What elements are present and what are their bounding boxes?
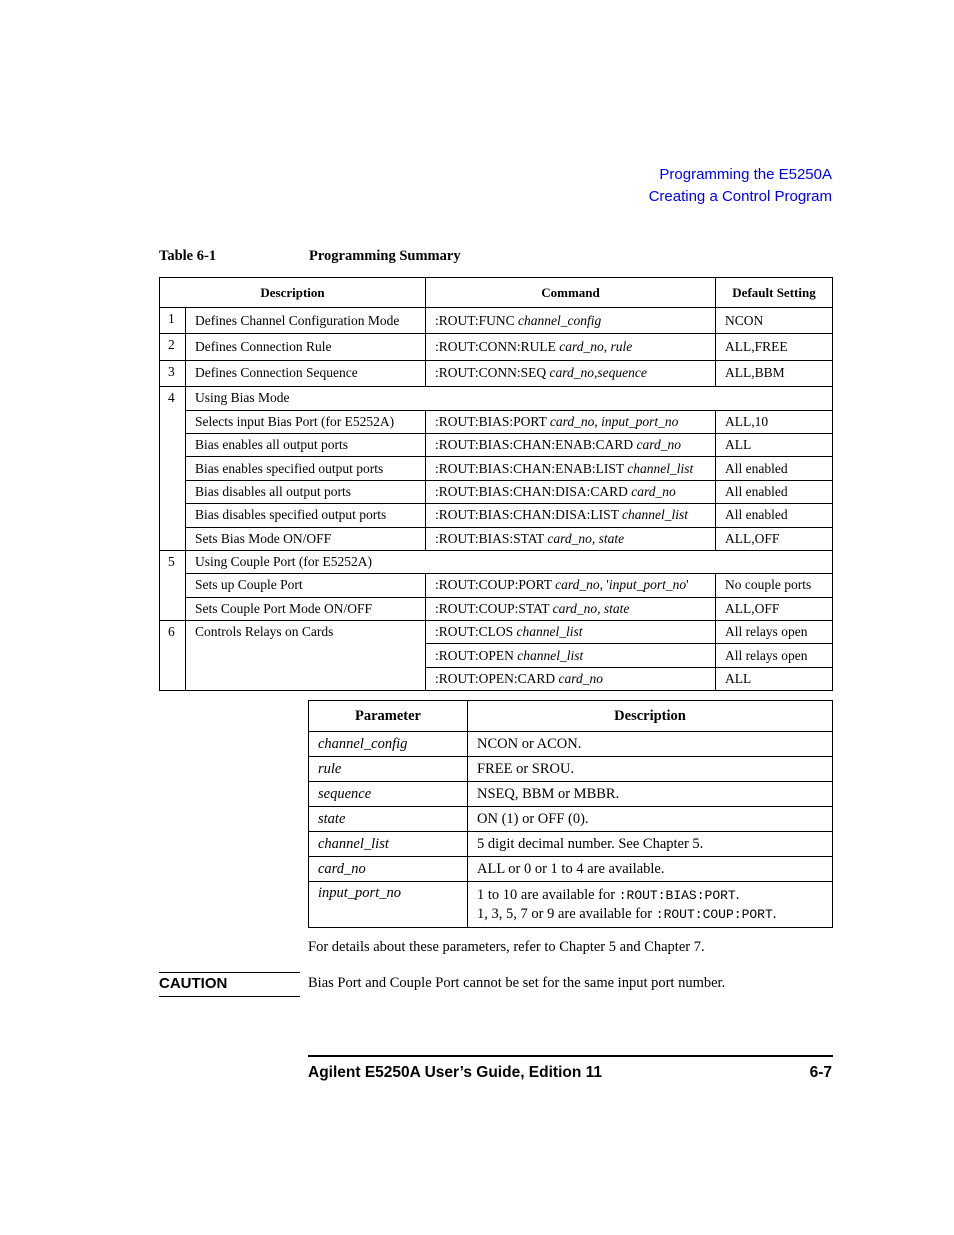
running-header-section: Creating a Control Program [648,188,832,205]
row-description: Defines Connection Sequence [186,360,426,386]
table-row [160,308,833,334]
param-name: state [309,807,468,832]
table-row [309,782,833,807]
parameter-table [308,700,833,928]
param-name: input_port_no [309,882,468,928]
col-header-command: Command [426,278,716,308]
param-description: ON (1) or OFF (0). [468,807,833,832]
row-default: All enabled [716,457,833,480]
param-description: 5 digit decimal number. See Chapter 5. [468,832,833,857]
row-group-heading: Using Couple Port (for E5252A) [186,550,833,573]
param-description: FREE or SROU. [468,757,833,782]
row-description: Defines Connection Rule [186,334,426,360]
col-header-description: Description [468,701,833,732]
param-description: ALL or 0 or 1 to 4 are available. [468,857,833,882]
table-row [309,807,833,832]
row-default: No couple ports [716,574,833,597]
footer-title: Agilent E5250A User’s Guide, Edition 11 [308,1064,603,1081]
caution-bottom-rule [159,996,300,997]
row-description: Bias disables all output ports [186,480,426,503]
caution-top-rule [159,972,300,973]
row-command: :ROUT:BIAS:STAT card_no, state [426,527,716,550]
table-row [309,882,833,928]
table-title: Programming Summary [309,248,461,264]
param-description: NCON or ACON. [468,732,833,757]
running-header-chapter: Programming the E5250A [659,166,832,183]
table-row [160,597,833,620]
table-row [160,334,833,360]
programming-summary-table [159,277,833,691]
row-command: :ROUT:OPEN channel_list [426,644,716,667]
row-command: :ROUT:BIAS:CHAN:ENAB:CARD card_no [426,433,716,456]
row-number: 3 [160,360,186,386]
row-number: 2 [160,334,186,360]
row-default: All relays open [716,644,833,667]
row-command: :ROUT:BIAS:CHAN:DISA:LIST channel_list [426,504,716,527]
table-row [160,504,833,527]
row-default: ALL [716,433,833,456]
table-header-row [160,278,833,308]
row-command: :ROUT:CONN:RULE card_no, rule [426,334,716,360]
table-row [160,387,833,410]
row-default: ALL [716,667,833,690]
row-command: :ROUT:BIAS:PORT card_no, input_port_no [426,410,716,433]
row-number: 6 [160,621,186,691]
table-row [160,360,833,386]
table-row [309,857,833,882]
param-name: channel_config [309,732,468,757]
row-default: All relays open [716,621,833,644]
row-description: Sets Couple Port Mode ON/OFF [186,597,426,620]
row-command: :ROUT:CLOS channel_list [426,621,716,644]
details-note: For details about these parameters, refer to Chapter 5 and Chapter 7. [308,939,705,955]
row-command: :ROUT:BIAS:CHAN:DISA:CARD card_no [426,480,716,503]
table-number: Table 6-1 [159,248,217,264]
table-row [160,410,833,433]
row-description: Selects input Bias Port (for E5252A) [186,410,426,433]
row-description: Controls Relays on Cards [186,621,426,691]
param-description: 1 to 10 are available for :ROUT:BIAS:PORT. 1, 3, 5, 7 or 9 are available for :ROUT:COUP:PORT. [468,882,833,928]
row-default: ALL,FREE [716,334,833,360]
row-command: :ROUT:BIAS:CHAN:ENAB:LIST channel_list [426,457,716,480]
row-command: :ROUT:FUNC channel_config [426,308,716,334]
row-command: :ROUT:CONN:SEQ card_no,sequence [426,360,716,386]
row-default: All enabled [716,504,833,527]
table-row [309,832,833,857]
row-command: :ROUT:COUP:PORT card_no, 'input_port_no' [426,574,716,597]
param-name: rule [309,757,468,782]
table-row [160,621,833,644]
row-description: Bias disables specified output ports [186,504,426,527]
footer-rule [308,1055,833,1057]
row-description: Bias enables specified output ports [186,457,426,480]
table-row [160,550,833,573]
row-number: 4 [160,387,186,551]
table-row [160,574,833,597]
row-number: 5 [160,550,186,620]
row-default: All enabled [716,480,833,503]
col-header-parameter: Parameter [309,701,468,732]
table-header-row [309,701,833,732]
row-default: ALL,OFF [716,597,833,620]
param-name: sequence [309,782,468,807]
row-description: Defines Channel Configuration Mode [186,308,426,334]
row-command: :ROUT:COUP:STAT card_no, state [426,597,716,620]
row-description: Sets Bias Mode ON/OFF [186,527,426,550]
col-header-default: Default Setting [716,278,833,308]
row-command: :ROUT:OPEN:CARD card_no [426,667,716,690]
table-row [160,433,833,456]
row-number: 1 [160,308,186,334]
caution-label: CAUTION [159,975,228,992]
table-row [309,732,833,757]
row-description: Sets up Couple Port [186,574,426,597]
param-description: NSEQ, BBM or MBBR. [468,782,833,807]
row-default: ALL,10 [716,410,833,433]
row-description: Bias enables all output ports [186,433,426,456]
row-default: NCON [716,308,833,334]
table-row [160,480,833,503]
param-name: card_no [309,857,468,882]
table-row [160,457,833,480]
row-default: ALL,OFF [716,527,833,550]
table-row [309,757,833,782]
param-name: channel_list [309,832,468,857]
table-row [160,527,833,550]
caution-text: Bias Port and Couple Port cannot be set for the same input port number. [308,975,726,991]
col-header-description: Description [160,278,426,308]
page-number: 6-7 [809,1064,832,1081]
row-default: ALL,BBM [716,360,833,386]
row-group-heading: Using Bias Mode [186,387,833,410]
